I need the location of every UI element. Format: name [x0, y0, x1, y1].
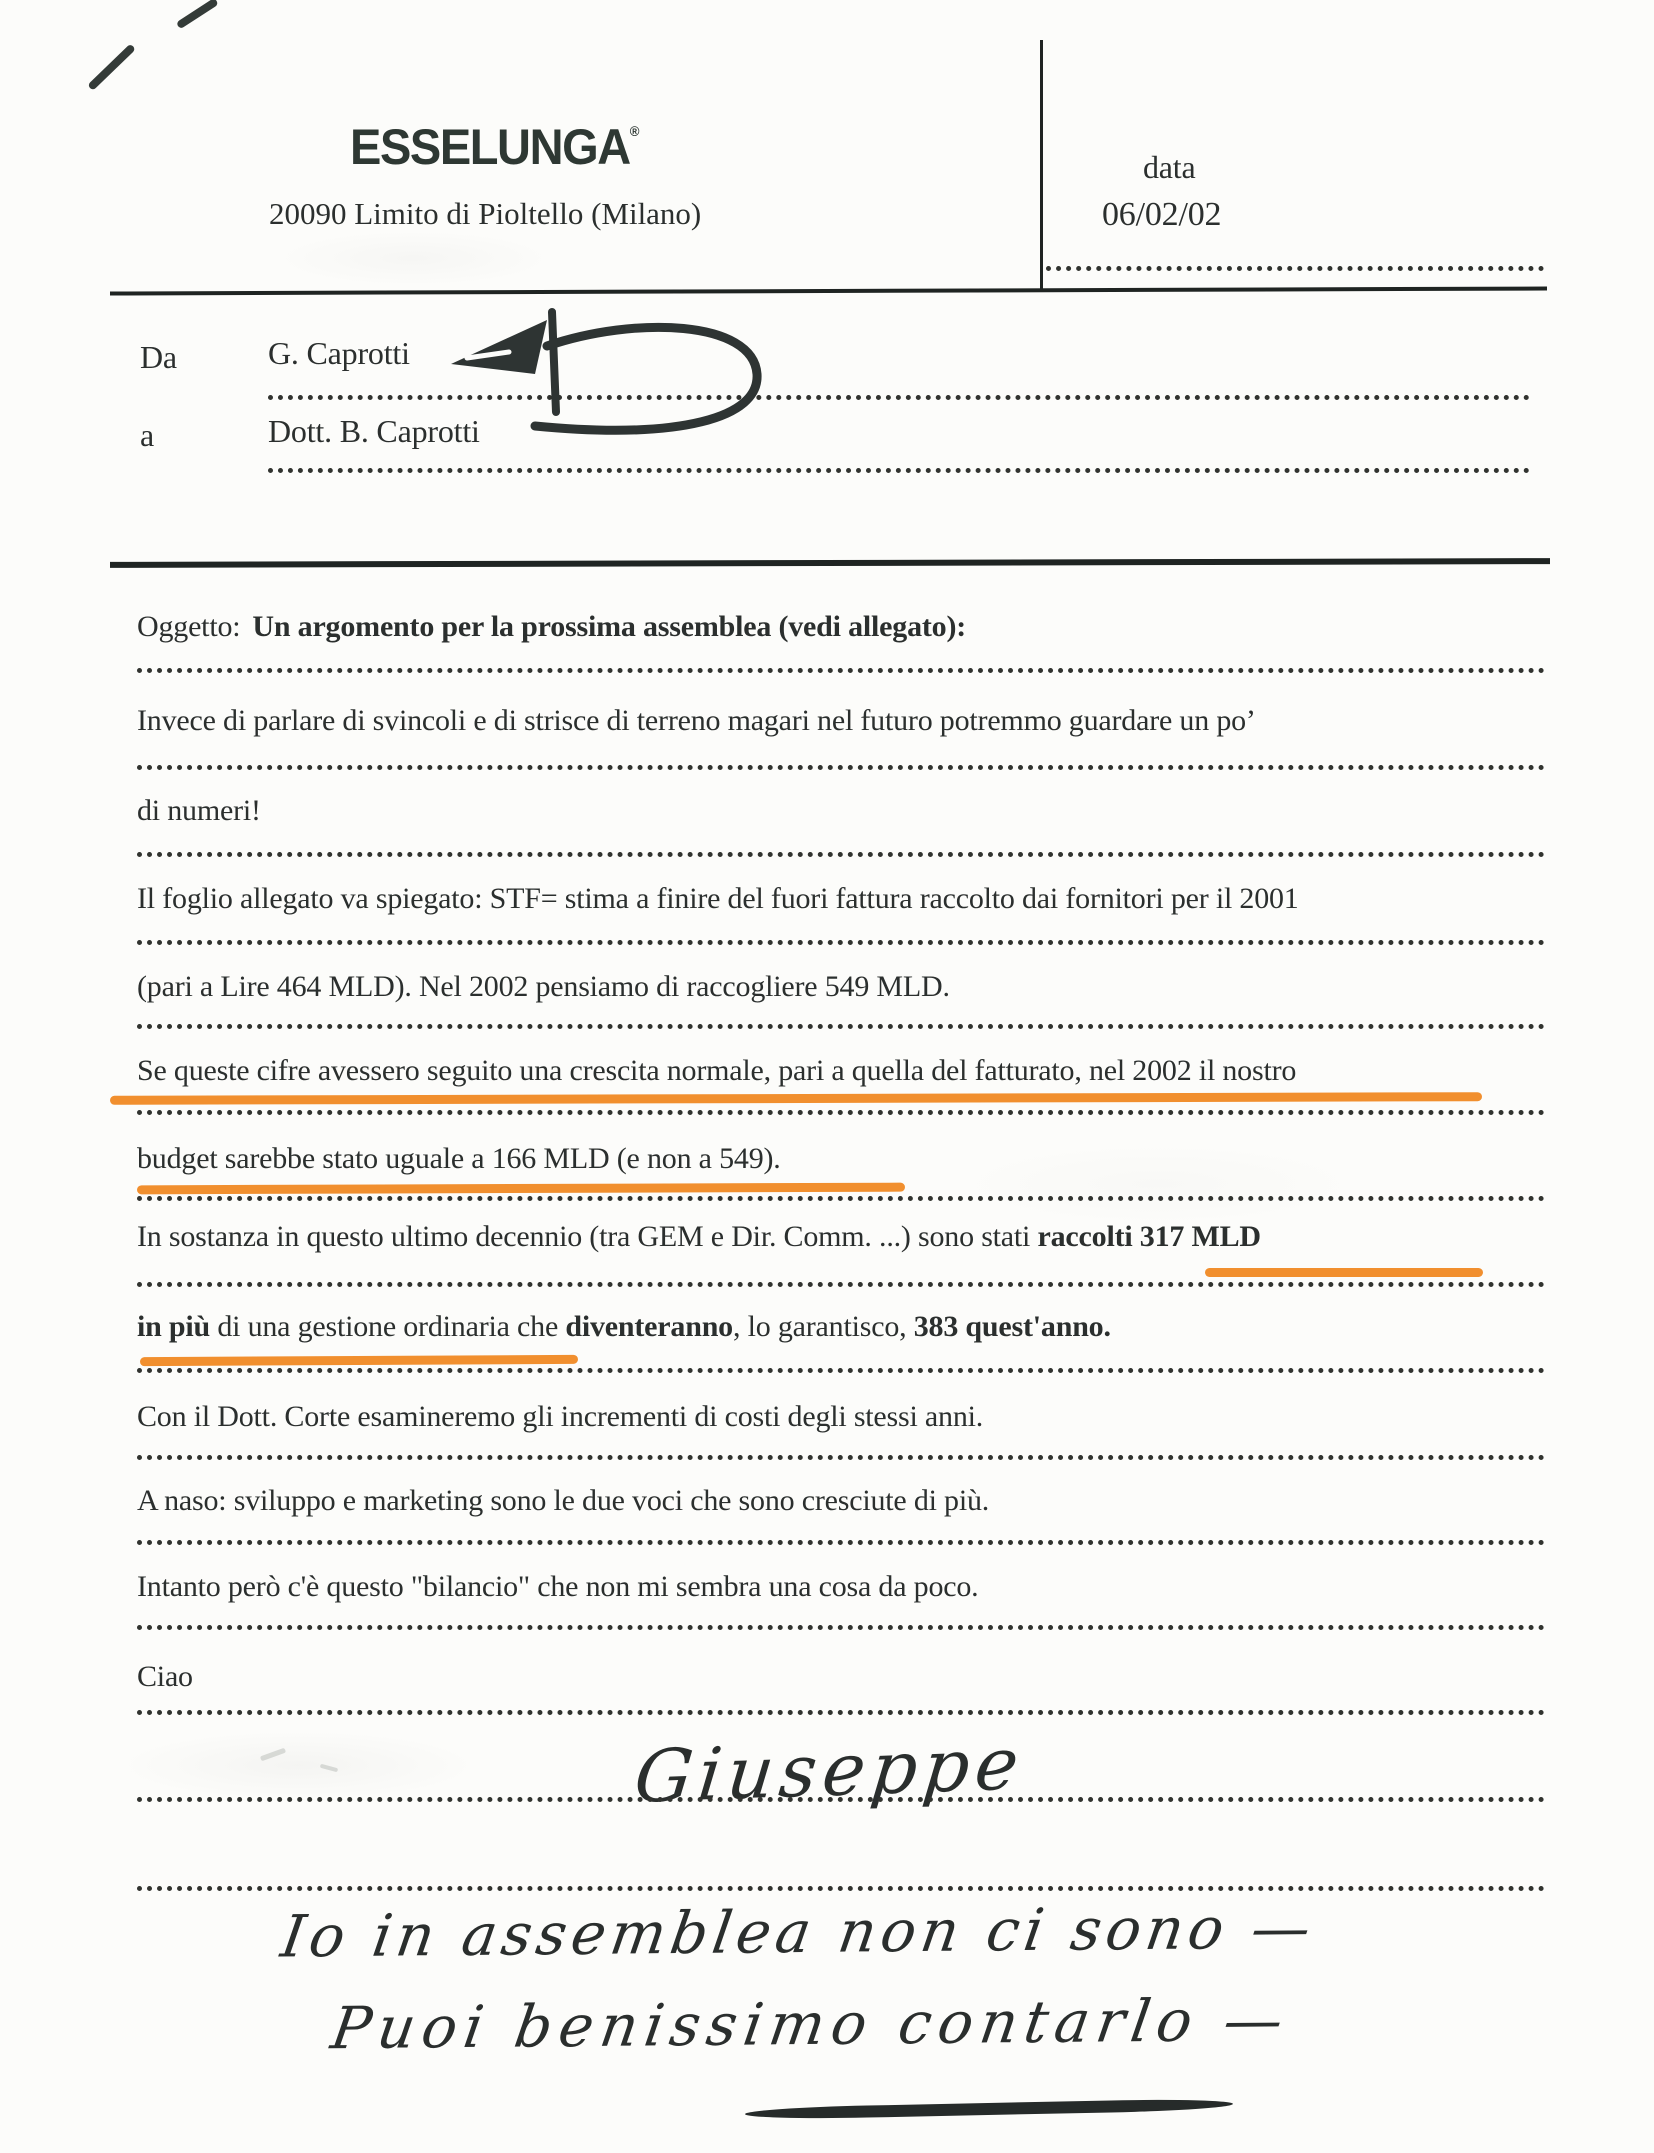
to-label: a: [140, 417, 155, 453]
scan-smudge: [320, 1764, 338, 1773]
section-divider-rule: [110, 558, 1550, 568]
pen-slash-mark: [87, 43, 136, 90]
dotted-line: [137, 668, 1545, 673]
to-value: Dott. B. Caprotti: [268, 413, 480, 449]
pen-slash-mark: [176, 0, 219, 29]
body-line-8-text: di una gestione ordinaria che: [210, 1310, 566, 1343]
orange-highlight-underline: [140, 1355, 578, 1366]
body-line-12-ciao: Ciao: [137, 1660, 193, 1693]
date-value: 06/02/02: [1102, 196, 1222, 233]
handwritten-underline-flourish: [745, 2098, 1233, 2120]
orange-highlight-underline: [137, 1183, 905, 1195]
header-vertical-divider: [1040, 40, 1043, 290]
body-line-9: Con il Dott. Corte esamineremo gli incrementi di costi degli stessi anni.: [137, 1400, 984, 1433]
body-line-8: [137, 1308, 1111, 1346]
dotted-line: [137, 765, 1545, 770]
body-line-1: Invece di parlare di svincoli e di strisce di terreno magari nel futuro potremmo guardare un po’: [137, 704, 1256, 737]
subject-line: [137, 608, 966, 646]
dotted-line: [137, 1196, 1545, 1201]
company-address: 20090 Limito di Pioltello (Milano): [269, 196, 702, 231]
to-dotted-line: [268, 468, 1530, 473]
body-line-3: Il foglio allegato va spiegato: STF= stima a finire del fuori fattura raccolto dai fornitori per il 2001: [137, 882, 1299, 915]
body-line-7-text: In sostanza in questo ultimo decennio (tra GEM e Dir. Comm. ...) sono stati: [137, 1220, 1038, 1253]
dotted-line: [137, 1540, 1545, 1545]
from-label: Da: [140, 339, 177, 375]
dotted-line: [137, 1368, 1545, 1373]
subject-text: Un argomento per la prossima assemblea (vedi allegato):: [252, 610, 967, 643]
dotted-line: [137, 1710, 1545, 1715]
handwritten-note-line-1: Io in assemblea non ci sono —: [276, 1893, 1321, 1971]
body-line-5: Se queste cifre avessero seguito una crescita normale, pari a quella del fatturato, nel 2002 il nostro: [137, 1054, 1297, 1087]
body-line-8-bold: in più: [137, 1310, 211, 1343]
body-line-10: A naso: sviluppo e marketing sono le due voci che sono cresciute di più.: [137, 1484, 990, 1517]
body-line-4: (pari a Lire 464 MLD). Nel 2002 pensiamo di raccogliere 549 MLD.: [137, 970, 950, 1003]
scan-smudge: [260, 1748, 286, 1762]
dotted-line: [137, 1797, 1545, 1802]
dotted-line: [137, 1455, 1545, 1460]
subject-label: Oggetto:: [137, 610, 241, 643]
body-line-6: budget sarebbe stato uguale a 166 MLD (e non a 549).: [137, 1142, 781, 1175]
esselunga-logo: [350, 118, 640, 176]
body-line-11: Intanto però c'è questo "bilancio" che non mi sembra una cosa da poco.: [137, 1570, 979, 1603]
dotted-line: [137, 1625, 1545, 1630]
logo-text: ESSELUNGA: [350, 119, 630, 175]
handwritten-note-line-2: Puoi benissimo contarlo —: [326, 1985, 1295, 2063]
date-label: data: [1143, 149, 1196, 185]
from-value: G. Caprotti: [268, 335, 410, 371]
body-line-8-text: , lo garantisco,: [733, 1310, 914, 1343]
header-horizontal-rule: [110, 286, 1547, 295]
dotted-line: [137, 1282, 1545, 1287]
dotted-line: [137, 1024, 1545, 1029]
body-line-7-bold: raccolti 317 MLD: [1037, 1220, 1261, 1253]
body-line-8-bold: diventeranno: [565, 1310, 733, 1343]
dotted-line: [137, 1886, 1545, 1891]
handwritten-signature: Giuseppe: [630, 1721, 1029, 1819]
orange-highlight-underline: [110, 1092, 1482, 1105]
orange-highlight-underline: [1205, 1268, 1483, 1277]
dotted-line: [137, 940, 1545, 945]
body-line-2: di numeri!: [137, 794, 261, 827]
registered-mark: ®: [629, 123, 640, 139]
dotted-line: [137, 852, 1545, 857]
hand-drawn-arrow: [435, 300, 775, 450]
date-dotted-line: [1046, 266, 1544, 271]
body-line-7: [137, 1218, 1261, 1256]
body-line-8-bold: 383 quest'anno.: [913, 1310, 1111, 1343]
dotted-line: [137, 1110, 1545, 1115]
